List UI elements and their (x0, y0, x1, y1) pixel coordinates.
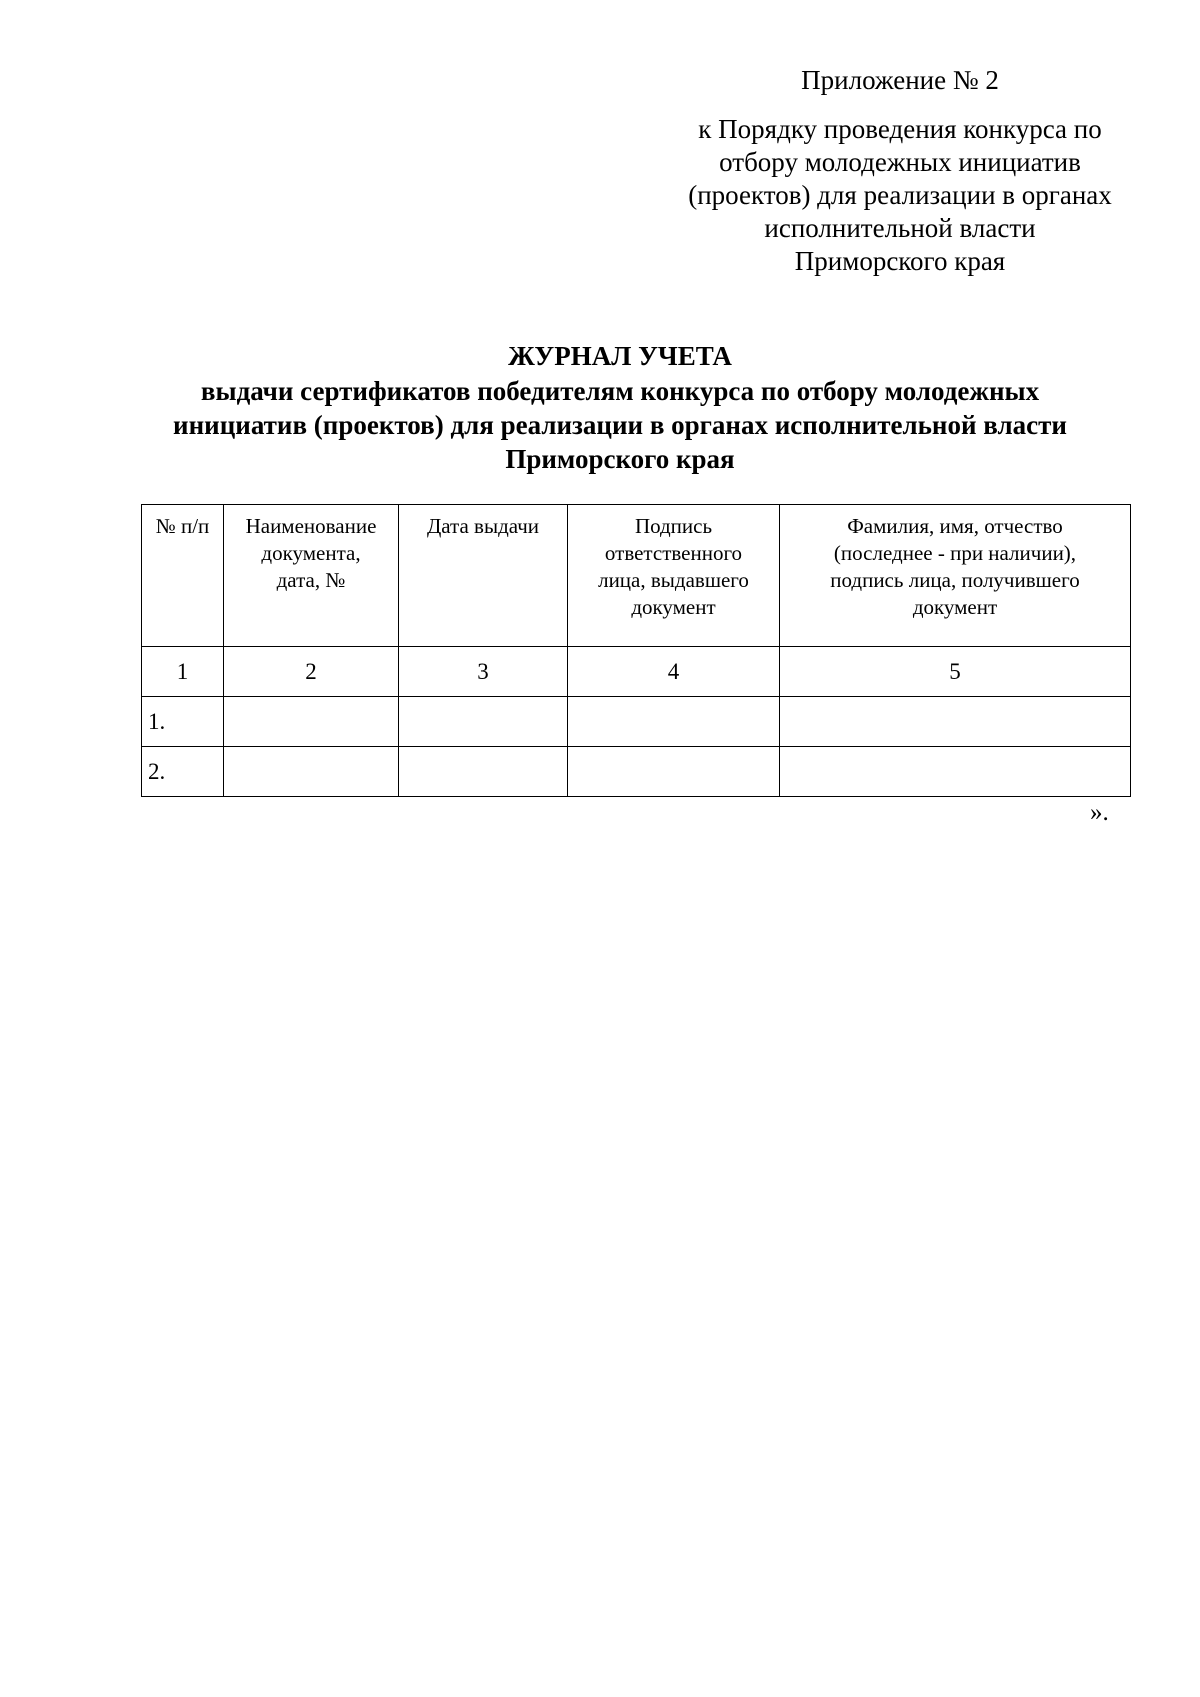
journal-table (141, 504, 1131, 797)
table-cell (780, 747, 1131, 797)
column-number-cell: 4 (568, 647, 780, 697)
table-row (142, 697, 1131, 747)
table-cell (568, 747, 780, 797)
header-line: ответственного (604, 541, 743, 565)
table-cell (224, 697, 399, 747)
header-line: документ (631, 595, 716, 619)
header-line: дата, № (276, 568, 346, 592)
closing-quote: ». (1090, 799, 1109, 826)
journal-title: ЖУРНАЛ УЧЕТА (508, 341, 732, 371)
header-cell-issue-date (399, 505, 568, 647)
header-line: документ (912, 595, 998, 619)
column-number-cell: 2 (224, 647, 399, 697)
column-number-cell: 1 (142, 647, 224, 697)
header-line: подпись лица, получившего (830, 568, 1080, 592)
header-line: документа, (261, 541, 361, 565)
appendix-title: Приложение № 2 (801, 65, 999, 95)
header-line: Дата выдачи (426, 514, 540, 538)
column-number-cell: 5 (780, 647, 1131, 697)
table-cell (399, 697, 568, 747)
table-cell (224, 747, 399, 797)
header-cell-number (142, 505, 224, 647)
header-line: Наименование (245, 514, 377, 538)
table-row (142, 747, 1131, 797)
header-line: (последнее - при наличии), (833, 541, 1077, 565)
column-number-cell: 3 (399, 647, 568, 697)
row-number-cell: 2. (142, 747, 224, 797)
header-line: лица, выдавшего (598, 568, 749, 592)
appendix-reference-line: к Порядку проведения конкурса по (698, 114, 1102, 144)
table-cell (399, 747, 568, 797)
header-line: Фамилия, имя, отчество (847, 514, 1063, 538)
header-cell-recipient (780, 505, 1131, 647)
row-number-cell: 1. (142, 697, 224, 747)
appendix-reference-line: Приморского края (794, 246, 1006, 276)
header-line: № п/п (155, 514, 210, 538)
appendix-reference-line: (проектов) для реализации в органах (688, 180, 1112, 210)
column-number-row (142, 647, 1131, 697)
header-line: Подпись (634, 514, 713, 538)
appendix-reference-line: исполнительной власти (764, 213, 1036, 243)
header-cell-document-name (224, 505, 399, 647)
header-cell-issuer-signature (568, 505, 780, 647)
table-cell (568, 697, 780, 747)
appendix-reference-line: отбору молодежных инициатив (719, 147, 1081, 177)
journal-subtitle-line: выдачи сертификатов победителям конкурса по отбору молодежных (200, 376, 1040, 406)
journal-subtitle (100, 374, 1140, 476)
table-cell (780, 697, 1131, 747)
journal-subtitle-line: инициатив (проектов) для реализации в органах исполнительной власти (173, 410, 1067, 440)
journal-subtitle-line: Приморского края (505, 444, 735, 474)
table-header-row (142, 505, 1131, 647)
appendix-reference (640, 113, 1160, 278)
